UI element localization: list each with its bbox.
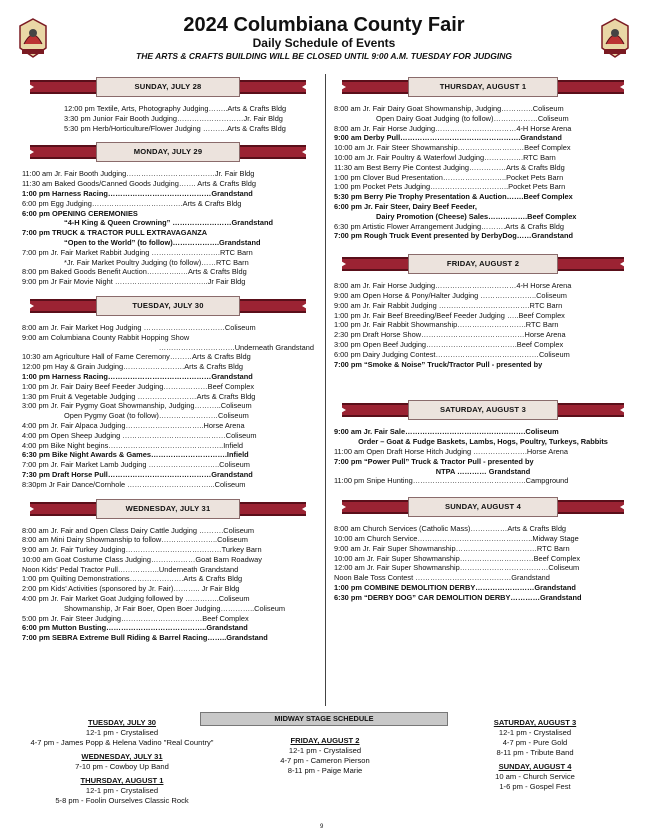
event-row: 1:00 pm Pocket Pets Judging…………………………..Pocket Pets Barn (334, 182, 566, 192)
event-row: 1:00 pm Harness Racing……………………………………Grandstand (22, 188, 253, 198)
event-row: 12:00 pm Textile, Arts, Photography Judging……..Arts & Crafts Bldg (64, 104, 287, 113)
day-banner (334, 399, 632, 421)
day-label: SUNDAY, JULY 28 (96, 77, 240, 97)
event-row: 9:00 pm Jr Fair Movie Night ………………………………..Jr Fair Bldg (22, 277, 246, 287)
midway-day: SUNDAY, AUGUST 4 (498, 762, 572, 771)
event-row: 8:00 am Jr. Fair Dairy Goat Showmanship, Judging………….Coliseum (334, 104, 564, 113)
event-row: *Jr. Fair Market Poultry Judging (to follow)……RTC Barn (64, 257, 249, 267)
event-row: 8:00 am Jr. Fair Horse Judging……………………………4-H Horse Arena (334, 123, 572, 133)
event-row: 7:00 pm “Smoke & Noise” Truck/Tractor Pull - presented by (334, 359, 543, 369)
event-row: 11:00 am Jr. Fair Booth Judging………………………………Jr. Fair Bldg (22, 169, 255, 179)
midway-day: SATURDAY, AUGUST 3 (493, 718, 577, 727)
midway-performance: 4-7 pm - Pure Gold (502, 738, 568, 747)
day-label: THURSDAY, AUGUST 1 (408, 77, 558, 97)
event-row: Dairy Promotion (Cheese) Sales…………….Beef Complex (376, 211, 577, 221)
event-row: 6:00 pm Egg Judging……………………………….Arts & Crafts Bldg (22, 198, 242, 208)
column-divider (325, 74, 326, 706)
event-row: 10:00 am Church Service………………………………………..Midway Stage (334, 533, 579, 543)
event-row: 9:00 am Derby Pull………………………………………….Grandstand (334, 133, 562, 143)
day-label: WEDNESDAY, JULY 31 (96, 499, 240, 519)
event-row: 3:30 pm Junior Fair Booth Judging………………………Jr. Fair Bldg (64, 113, 283, 123)
event-row: 1:00 pm Jr. Fair Rabbit Showmanship……………………….RTC Barn (334, 320, 559, 330)
event-row: 8:00 am Jr. Fair Market Hog Judging ……………………………Coliseum (22, 322, 256, 332)
event-row: 9:00 am Jr. Fair Rabbit Judging ……………………………….RTC Barn (334, 300, 563, 310)
event-row: Noon Bale Toss Contest …………………………………Grandstand (334, 573, 550, 583)
event-row: 6:00 pm Jr. Fair Steer, Dairy Beef Feeder, (334, 201, 477, 211)
event-row: ………………………….Underneath Grandstand (158, 342, 314, 352)
event-row: 12:00 pm Hay & Grain Judging…………………….Arts & Crafts Bldg (22, 362, 243, 372)
event-row: 7:00 pm Jr. Fair Market Rabbit Judging ……………………….RTC Barn (22, 247, 253, 257)
event-row: 9:00 am Columbiana County Rabbit Hopping Show (22, 332, 190, 342)
midway-performance: 5-8 pm - Foolin Ourselves Classic Rock (55, 796, 189, 805)
event-row: 9:00 am Open Horse & Pony/Halter Judging …………………..Coliseum (334, 290, 567, 300)
midway-day: FRIDAY, AUGUST 2 (290, 736, 360, 745)
schedule-right-column (334, 74, 632, 606)
midway-performance: 8-11 pm - Paige Marie (287, 766, 363, 775)
event-row: 5:30 pm Berry Pie Trophy Presentation & Auction…….Beef Complex (334, 192, 573, 202)
day-banner (22, 76, 314, 98)
event-row: 1:00 pm Jr. Fair Beef Breeding/Beef Feeder Judging …..Beef Complex (334, 310, 565, 320)
event-row: 10:00 am Jr. Fair Steer Showmanship………………………Beef Complex (334, 143, 571, 153)
event-row: 8:30pm Jr Fair Dance/Cornhole ……………………………...Coliseum (22, 479, 246, 489)
event-row: 3:00 pm Open Beef Judging……………………………….Beef Complex (334, 339, 564, 349)
event-row: 2:30 pm Draft Horse Show……………………………………Horse Arena (334, 330, 566, 340)
event-row: 1:30 pm Fruit & Vegetable Judging ……………………Arts & Crafts Bldg (22, 391, 256, 401)
day-label: TUESDAY, JULY 30 (96, 296, 240, 316)
day-banner (334, 496, 632, 518)
event-row: 8:00 am Mini Dairy Showmanship to follow…………………..Coliseum (22, 535, 248, 545)
event-row: NTPA ………… Grandstand (435, 466, 531, 476)
event-row: 9:00 am Jr. Fair Super Showmanship……………………………RTC Barn (334, 543, 570, 553)
event-row: 7:00 pm Jr. Fair Market Lamb Judging ………………………..Coliseum (22, 460, 250, 470)
event-row: 7:00 pm “Power Pull” Truck & Tractor Pull - presented by (334, 456, 534, 466)
midway-performance: 4-7 pm - Cameron Pierson (280, 756, 370, 765)
midway-performance: 1-6 pm - Gospel Fest (499, 782, 571, 791)
event-row: 10:00 am Jr. Fair Poultry & Waterfowl Judging…………….RTC Barn (334, 152, 556, 162)
event-row: 10:00 am Goat Costume Class Judging………………Goat Barn Roadway (22, 554, 262, 564)
midway-performance: 4-7 pm - James Popp & Helena Vadino "Real Country" (30, 738, 214, 747)
event-row: 5:00 pm Jr. Fair Steer Judging……………………………Beef Complex (22, 613, 249, 623)
day-banner (334, 76, 632, 98)
event-row: 11:00 am Open Draft Horse Hitch Judging ………………….Horse Arena (334, 446, 568, 456)
event-row: 1:00 pm Clover Bud Presentation……………………..Pocket Pets Barn (334, 172, 564, 182)
midway-day: WEDNESDAY, JULY 31 (81, 752, 163, 761)
event-row: 6:00 pm Dairy Judging Contest……………………………………Coliseum (334, 349, 570, 359)
day-banner (22, 498, 314, 520)
event-row: 8:00 am Jr. Fair and Open Class Dairy Cattle Judging ……….Coliseum (22, 525, 255, 535)
event-row: 4:00 pm Bike Night begins………………………………………..Infield (22, 440, 243, 450)
schedule-left-column (22, 74, 314, 647)
event-row: 1:00 pm Quilting Demonstrations………………….Arts & Crafts Bldg (22, 574, 243, 584)
event-row: Noon Kids’ Pedal Tractor Pull……………..Underneath Grandstand (22, 564, 239, 574)
midway-col-3 (440, 718, 630, 792)
midway-performance: 12-1 pm - Crystalised (85, 728, 159, 737)
day-label: SATURDAY, AUGUST 3 (408, 400, 558, 420)
event-row: 6:30 pm “DERBY DOG” CAR DEMOLITION DERBY…………Grandstand (334, 592, 582, 602)
event-row: 7:30 pm Draft Horse Pull……………………………………Grandstand (22, 469, 253, 479)
day-label: SUNDAY, AUGUST 4 (408, 497, 558, 517)
event-row: 4:00 pm Jr. Fair Alpaca Judging…………………………..Horse Arena (22, 420, 245, 430)
fair-logo-right (600, 18, 630, 58)
midway-performance: 12-1 pm - Crystalised (288, 746, 362, 755)
event-row: 4:00 pm Jr. Fair Market Goat Judging followed by …………..Coliseum (22, 594, 250, 604)
midway-stage-header: MIDWAY STAGE SCHEDULE (200, 712, 448, 726)
midway-performance: 7-10 pm - Cowboy Up Band (75, 762, 169, 771)
day-banner (22, 141, 314, 163)
event-row: 10:00 am Jr. Fair Super Showmanship…………………………Beef Complex (334, 553, 581, 563)
event-row: 6:30 pm Artistic Flower Arrangement Judging……….Arts & Crafts Bldg (334, 221, 565, 231)
event-row: 5:30 pm Herb/Horticulture/Flower Judging ……….Arts & Crafts Bldg (64, 123, 286, 133)
event-row: 3:00 pm Jr. Fair Pygmy Goat Showmanship, Judging………..Coliseum (22, 401, 252, 411)
event-row: Open Pygmy Goat (to follow)……………………Coliseum (64, 411, 249, 421)
page-title: 2024 Columbiana County Fair (183, 14, 465, 36)
event-row: 9:00 am Jr. Fair Sale………………………………………….Coliseum (334, 427, 559, 437)
day-label: MONDAY, JULY 29 (96, 142, 240, 162)
day-label: FRIDAY, AUGUST 2 (408, 254, 558, 274)
event-row: Showmanship, Jr Fair Boer, Open Boer Judging…………..Coliseum (64, 603, 285, 613)
event-row: 9:00 am Jr. Fair Turkey Judging…………………………………Turkey Barn (22, 545, 262, 555)
midway-performance: 10 am - Church Service (495, 772, 575, 781)
event-row: Order – Goat & Fudge Baskets, Lambs, Hogs, Poultry, Turkeys, Rabbits (358, 437, 608, 447)
event-row: 8:00 pm Baked Goods Benefit Auction…………..…Arts & Crafts Bldg (22, 267, 247, 277)
midway-performance: 8-11 pm - Tribute Band (496, 748, 574, 757)
midway-col-1 (22, 718, 222, 806)
midway-day: TUESDAY, JULY 30 (87, 718, 157, 727)
event-row: 7:00 pm Rough Truck Event presented by DerbyDog……Grandstand (334, 231, 574, 241)
event-row: 10:30 am Agriculture Hall of Fame Ceremony………Arts & Crafts Bldg (22, 352, 251, 362)
event-row: 1:00 pm COMBINE DEMOLITION DERBY……………………Grandstand (334, 582, 576, 592)
event-row: 6:00 pm OPENING CEREMONIES (22, 208, 138, 218)
event-row: 11:00 pm Snipe Hunting……………………………………….Campground (334, 476, 569, 486)
event-row: 12:00 am Jr. Fair Super Showmanship………………………………Coliseum (334, 563, 580, 573)
event-row: “4-H King & Queen Crowning” ……………………Grandstand (64, 218, 273, 228)
page-number: 9 (320, 824, 324, 830)
page-subtitle: Daily Schedule of Events (252, 36, 396, 50)
event-row: 1:00 pm Harness Racing……………………………………Grandstand (22, 371, 253, 381)
event-row: 7:00 pm SEBRA Extreme Bull Riding & Barrel Racing……..Grandstand (22, 633, 268, 643)
event-row: 8:00 am Church Services (Catholic Mass)……………Arts & Crafts Bldg (334, 524, 567, 534)
event-row: 7:00 pm TRUCK & TRACTOR PULL EXTRAVAGANZA (22, 228, 208, 238)
event-row: 8:00 am Jr. Fair Horse Judging……………………………4-H Horse Arena (334, 281, 572, 291)
event-row: 4:00 pm Open Sheep Judging ……………………………………Coliseum (22, 430, 257, 440)
day-banner (22, 295, 314, 317)
closure-notice: THE ARTS & CRAFTS BUILDING WILL BE CLOSED UNTIL 9:00 A.M. TUESDAY FOR JUDGING (136, 51, 512, 61)
fair-logo-left (18, 18, 48, 58)
event-row: Open Dairy Goat Judging (to follow)………………Coliseum (376, 113, 569, 123)
midway-day: THURSDAY, AUGUST 1 (80, 776, 164, 785)
midway-performance: 12-1 pm - Crystalised (85, 786, 159, 795)
event-row: 2:00 pm Kids’ Activities (sponsored by Jr. Fair)……….. Jr Fair Bldg (22, 584, 240, 594)
midway-col-2 (240, 736, 410, 776)
event-row: 6:00 pm Mutton Busting…………………………………..Grandstand (22, 623, 248, 633)
event-row: 11:30 am Baked Goods/Canned Goods Judging……. Arts & Crafts Bldg (22, 179, 257, 189)
event-row: “Open to the World” (to follow)……………….Grandstand (64, 237, 261, 247)
event-row: 11:30 am Best Berry Pie Contest Judging……………Arts & Crafts Bldg (334, 162, 565, 172)
page-header (0, 0, 648, 72)
day-banner (334, 253, 632, 275)
midway-performance: 12-1 pm - Crystalised (498, 728, 572, 737)
event-row: 6:30 pm Bike Night Awards & Games………………………….Infield (22, 450, 249, 460)
event-row: 1:00 pm Jr. Fair Dairy Beef Feeder Judging………………Beef Complex (22, 381, 255, 391)
